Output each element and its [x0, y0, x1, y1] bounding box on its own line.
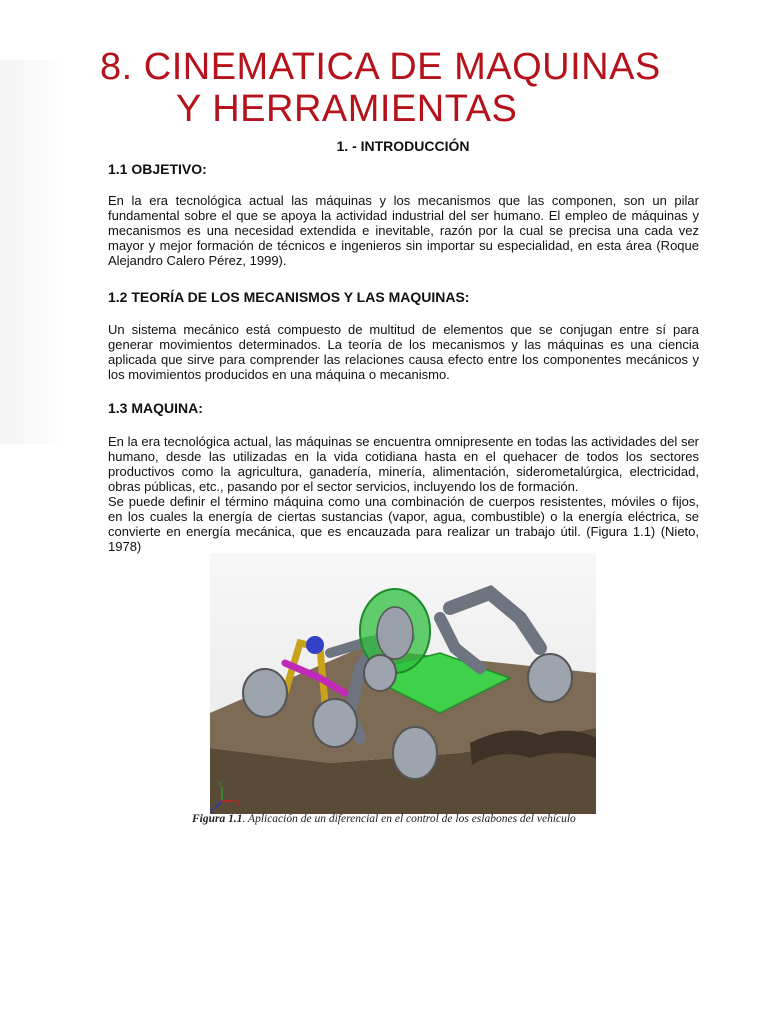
figure-rover-image [210, 553, 596, 814]
page-edge-shadow [0, 60, 64, 444]
rover-illustration [210, 553, 596, 814]
axis-label-y: Y [218, 781, 223, 788]
title-line-1: 8. CINEMATICA DE MAQUINAS [100, 46, 661, 88]
figure-caption-text: . Aplicación de un diferencial en el control de los eslabones del vehículo [242, 813, 576, 825]
arm-rear-right [450, 593, 540, 648]
wheel-front-right [528, 654, 572, 702]
axis-label-x: X [235, 800, 240, 807]
wheel-rear-left [393, 727, 437, 779]
title-line-2: Y HERRAMIENTAS [176, 88, 518, 130]
paragraph-teoria: Un sistema mecánico está compuesto de multitud de elementos que se conjugan entre sí para generar movimientos determinados. La teoría de los mecanismos y las máquinas es una ciencia aplicada que sirve para comprender las relaciones causa efecto entre los componentes mecánicos y los movimientos producidos en una máquina o mecanismo. [108, 322, 699, 382]
section-heading-maquina: 1.3 MAQUINA: [108, 400, 203, 416]
wheel-rear-right [364, 655, 396, 691]
wheel-middle-left [313, 699, 357, 747]
differential-gear [377, 607, 413, 659]
section-subtitle: 1. - INTRODUCCIÓN [336, 138, 470, 154]
axis-label-z: Z [210, 808, 215, 814]
paragraph-maquina-2: Se puede definir el término máquina como una combinación de cuerpos resistentes, móviles o fijos, en los cuales la energía de ciertas sustancias (vapor, agua, combustible) o la energía eléctrica, se convierte en energía mecánica, que es encauzada para realizar un trabajo útil. (Figura 1.1) (Nieto, 1978) [108, 494, 699, 554]
figure-caption [192, 813, 622, 825]
joint-blue [306, 636, 324, 654]
paragraph-objetivo: En la era tecnológica actual las máquinas y los mecanismos que las componen, son un pilar fundamental sobre el que se apoya la actividad industrial del ser humano. El empleo de máquinas y mecanismos es una necesidad extendida e inevitable, razón por la cual se precisa una cada vez mayor y mejor formación de técnicos e ingenieros sin importar su especialidad, en esta área (Roque Alejandro Calero Pérez, 1999). [108, 193, 699, 268]
section-heading-objetivo: 1.1 OBJETIVO: [108, 161, 207, 177]
wheel-front-left [243, 669, 287, 717]
figure-caption-label: Figura 1.1 [192, 813, 243, 825]
page-title [100, 46, 720, 130]
section-heading-teoria: 1.2 TEORÍA DE LOS MECANISMOS Y LAS MAQUINAS: [108, 289, 470, 305]
paragraph-maquina-1: En la era tecnológica actual, las máquinas se encuentra omnipresente en todas las actividades del ser humano, desde las utilizadas en la vida cotidiana hasta en el quehacer de todos los sectores productivos como la agricultura, ganadería, minería, alimentación, siderometalúrgica, electricidad, obras públicas, etc., pasando por el sector servicios, incluyendo los de formación. [108, 434, 699, 494]
